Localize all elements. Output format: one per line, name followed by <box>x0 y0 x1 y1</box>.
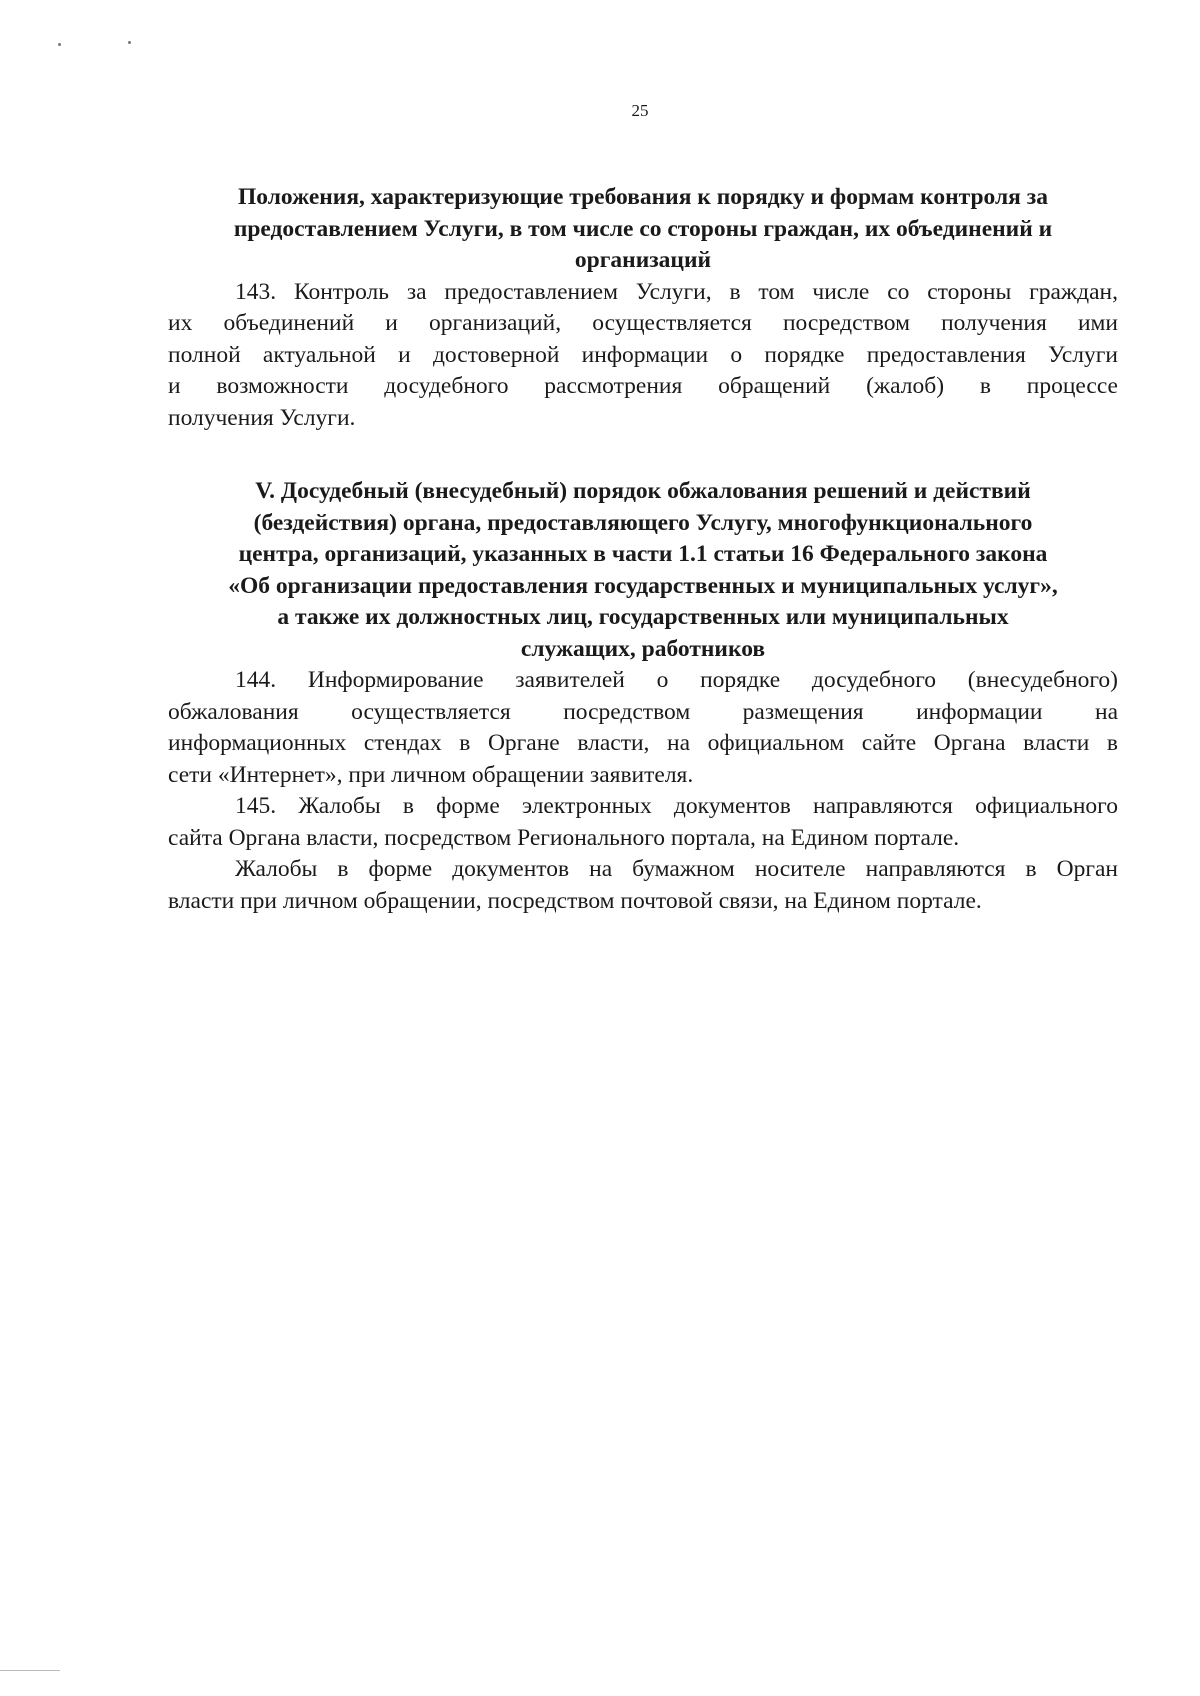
heading-line: организаций <box>574 247 712 273</box>
paragraph-144 <box>168 665 1118 791</box>
paragraph-line: сети «Интернет», при личном обращении заявителя. <box>168 761 694 788</box>
paragraph-line: их объединений и организаций, осуществляется посредством получения ими <box>168 310 1118 336</box>
paragraph-line: 145. Жалобы в форме электронных документов направляются официального <box>235 793 1118 819</box>
scan-speck <box>128 41 131 44</box>
paragraph-line: 143. Контроль за предоставлением Услуги, в том числе со стороны граждан, <box>235 278 1118 305</box>
scan-speck <box>58 43 61 46</box>
paragraph-line: власти при личном обращении, посредством почтовой связи, на Едином портале. <box>168 887 982 914</box>
heading-line: (бездействия) органа, предоставляющего Услугу, многофункционального <box>253 509 1033 536</box>
paragraph-145-continued <box>168 854 1118 917</box>
paragraph-line: сайта Органа власти, посредством Регионального портала, на Едином портале. <box>168 824 960 851</box>
heading-line: а также их должностных лиц, государственных или муниципальных <box>277 604 1009 630</box>
paragraph-line: 144. Информирование заявителей о порядке досудебного (внесудебного) <box>235 667 1118 693</box>
paragraph-line: полной актуальной и достоверной информации о порядке предоставления Услуги <box>168 341 1118 368</box>
heading-line: служащих, работников <box>520 635 766 662</box>
heading-line: Положения, характеризующие требования к порядку и формам контроля за <box>238 184 1048 210</box>
heading-line: предоставлением Услуги, в том числе со стороны граждан, их объединений и <box>233 215 1053 242</box>
scan-edge-mark <box>0 1670 60 1671</box>
page-number: 25 <box>631 101 649 120</box>
paragraph-line: получения Услуги. <box>168 404 356 431</box>
paragraph-line: и возможности досудебного рассмотрения обращений (жалоб) в процессе <box>168 373 1118 399</box>
paragraph-line: Жалобы в форме документов на бумажном носителе направляются в Орган <box>235 856 1118 882</box>
paragraph-145 <box>168 791 1118 854</box>
document-body <box>168 182 1118 917</box>
heading-line: «Об организации предоставления государственных и муниципальных услуг», <box>228 572 1058 599</box>
paragraph-line: информационных стендах в Органе власти, на официальном сайте Органа власти в <box>168 730 1118 756</box>
section-heading-appeal <box>168 476 1118 665</box>
paragraph-143 <box>168 277 1118 435</box>
section-heading-control <box>168 182 1118 277</box>
heading-line: центра, организаций, указанных в части 1.1 статьи 16 Федерального закона <box>238 541 1048 567</box>
heading-line: V. Досудебный (внесудебный) порядок обжалования решений и действий <box>255 478 1031 504</box>
paragraph-line: обжалования осуществляется посредством размещения информации на <box>168 698 1118 725</box>
